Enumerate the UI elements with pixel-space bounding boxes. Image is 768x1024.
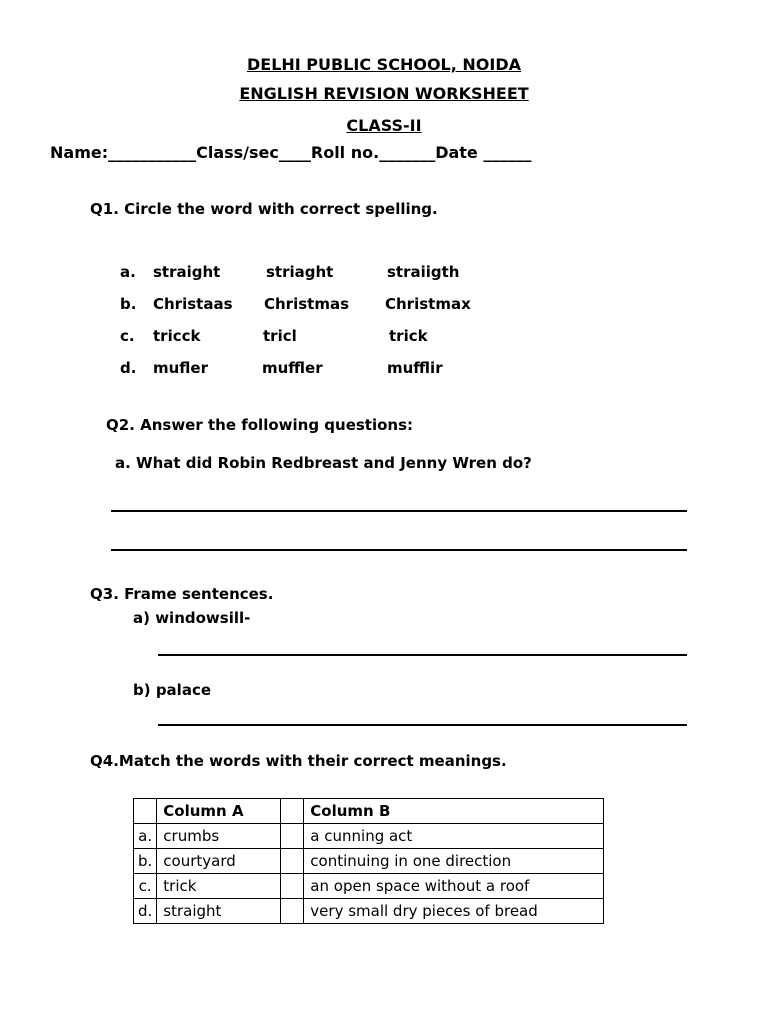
match-table-header-row (134, 799, 604, 824)
match-gap-cell[interactable] (281, 849, 304, 874)
q1-title: Q1. Circle the word with correct spelling. (90, 200, 438, 218)
match-gap-cell[interactable] (281, 824, 304, 849)
table-row (134, 849, 604, 874)
q3-answer-line-a[interactable] (158, 654, 687, 656)
q1-option-a2: striaght (266, 263, 334, 281)
q1-option-a1: straight (153, 263, 221, 281)
match-table (133, 798, 604, 924)
q2-question-a: a. What did Robin Redbreast and Jenny Wren do? (115, 454, 532, 472)
column-a-word: straight (157, 899, 281, 924)
column-a-word: trick (157, 874, 281, 899)
match-gap-cell[interactable] (281, 899, 304, 924)
student-info-line: Name:___________Class/sec____Roll no._______Date ______ (50, 143, 532, 162)
q1-option-b2: Christmas (264, 295, 350, 313)
q3-title: Q3. Frame sentences. (90, 585, 274, 603)
q1-label-c: c. (120, 327, 135, 345)
table-row (134, 874, 604, 899)
q1-option-d2: muffler (262, 359, 323, 377)
q2-answer-line-1[interactable] (111, 510, 687, 512)
column-a-word: courtyard (157, 849, 281, 874)
q1-label-d: d. (120, 359, 137, 377)
header-label-cell (134, 799, 157, 824)
column-a-header: Column A (157, 799, 281, 824)
q1-option-a3: straiigth (387, 263, 460, 281)
q3-answer-line-b[interactable] (158, 724, 687, 726)
row-label: a. (134, 824, 157, 849)
worksheet-title: ENGLISH REVISION WORKSHEET (239, 84, 529, 103)
table-row (134, 824, 604, 849)
row-label: d. (134, 899, 157, 924)
column-a-word: crumbs (157, 824, 281, 849)
q3-item-b: b) palace (133, 681, 212, 699)
q1-option-c3: trick (389, 327, 428, 345)
row-label: b. (134, 849, 157, 874)
q1-label-a: a. (120, 263, 136, 281)
column-b-meaning: continuing in one direction (304, 849, 604, 874)
q1-option-b3: Christmax (385, 295, 471, 313)
school-name: DELHI PUBLIC SCHOOL, NOIDA (246, 55, 521, 74)
column-b-header: Column B (304, 799, 604, 824)
column-b-meaning: a cunning act (304, 824, 604, 849)
row-label: c. (134, 874, 157, 899)
q1-option-b1: Christaas (153, 295, 233, 313)
match-gap-cell[interactable] (281, 874, 304, 899)
column-b-meaning: very small dry pieces of bread (304, 899, 604, 924)
q2-title: Q2. Answer the following questions: (106, 416, 414, 434)
q1-option-d3: mufflir (387, 359, 443, 377)
q1-label-b: b. (120, 295, 137, 313)
class-title: CLASS-II (346, 116, 422, 135)
q3-item-a: a) windowsill- (133, 609, 251, 627)
q4-title: Q4.Match the words with their correct meanings. (90, 752, 507, 770)
q1-option-c1: tricck (153, 327, 201, 345)
column-b-meaning: an open space without a roof (304, 874, 604, 899)
q2-answer-line-2[interactable] (111, 549, 687, 551)
match-gap-cell (281, 799, 304, 824)
q1-option-d1: mufler (153, 359, 208, 377)
table-row (134, 899, 604, 924)
q1-option-c2: tricl (263, 327, 297, 345)
